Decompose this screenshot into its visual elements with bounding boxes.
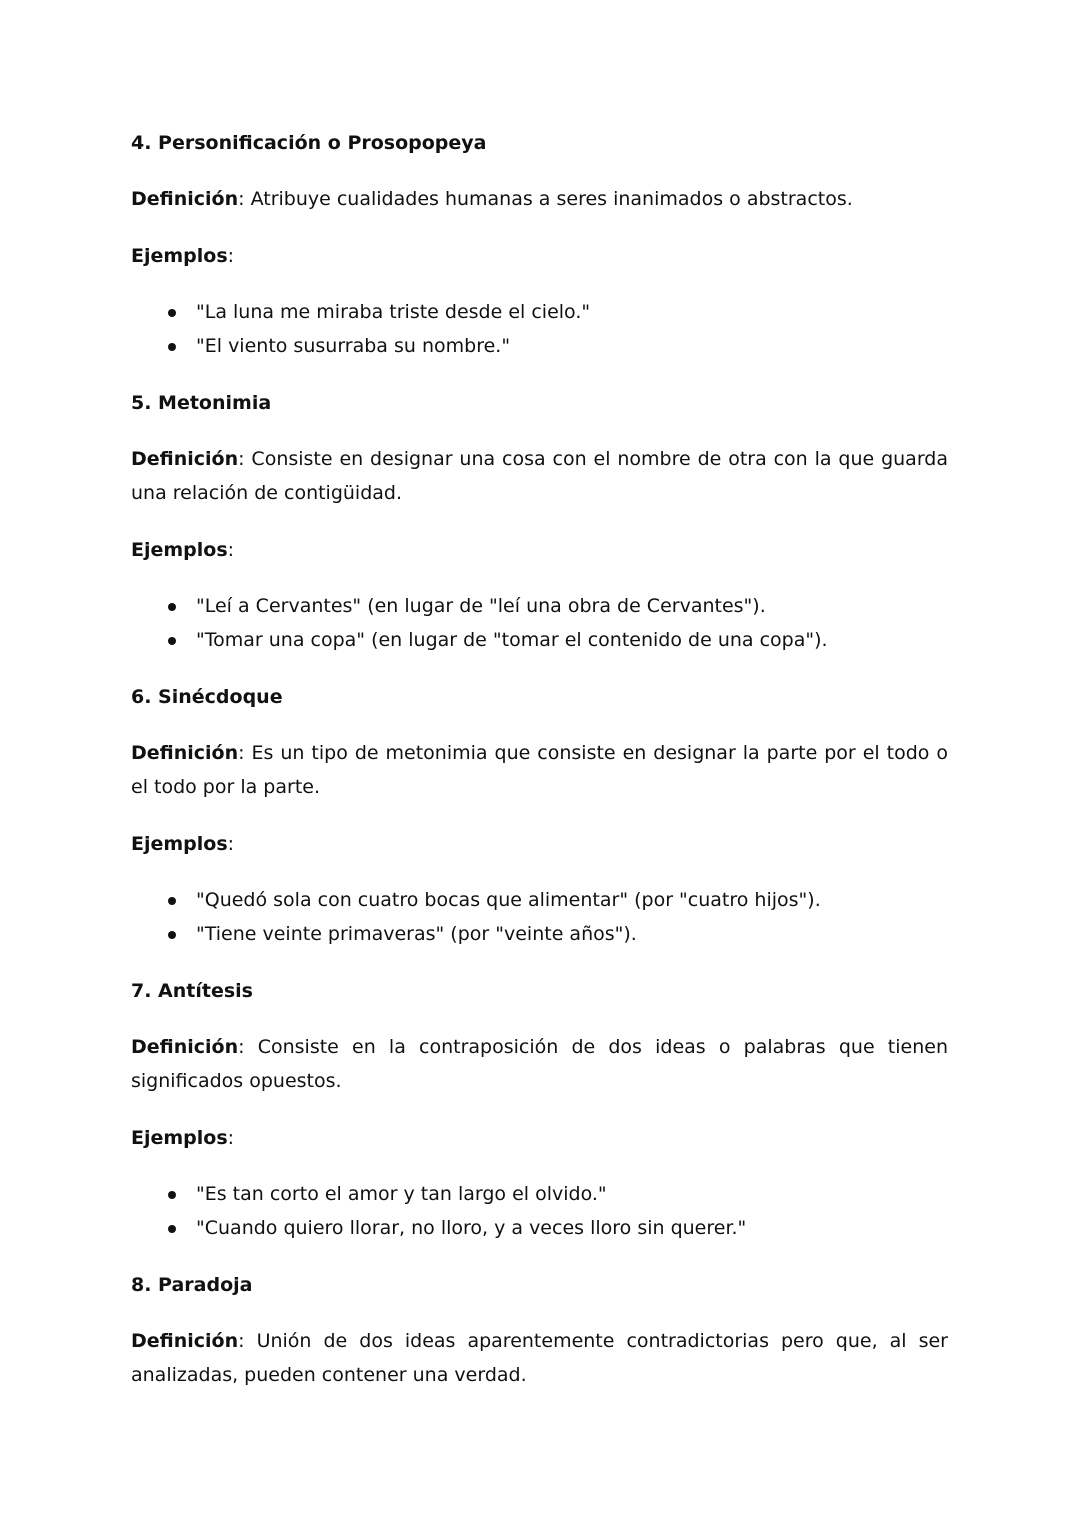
definition-label: Definición: [131, 188, 239, 210]
examples-list: [131, 1177, 948, 1246]
definition-text: : Atribuye cualidades humanas a seres inanimados o abstractos.: [238, 188, 853, 210]
example-text: "Leí a Cervantes" (en lugar de "leí una obra de Cervantes").: [196, 594, 766, 617]
examples-list: [131, 295, 948, 364]
section-sinecdoque: [131, 680, 948, 952]
list-item: [131, 1177, 948, 1212]
definition-paragraph: [131, 736, 948, 805]
list-item: [131, 1211, 948, 1246]
examples-label: Ejemplos: [131, 1126, 228, 1149]
definition-paragraph: [131, 1030, 948, 1099]
examples-heading: [131, 533, 948, 567]
section-personificacion: [131, 126, 948, 364]
definition-paragraph: [131, 442, 948, 511]
definition-label: Definición: [131, 1329, 239, 1352]
bullet-icon: [168, 897, 176, 905]
section-paradoja: [131, 1268, 948, 1393]
examples-label: Ejemplos: [131, 538, 228, 561]
examples-colon: :: [227, 1126, 235, 1149]
example-text: "Es tan corto el amor y tan largo el olvido.": [196, 1182, 607, 1205]
example-text: "Tomar una copa" (en lugar de "tomar el contenido de una copa").: [196, 629, 828, 651]
list-item: [131, 589, 948, 624]
list-item: [131, 329, 948, 364]
bullet-icon: [168, 309, 176, 317]
section-antitesis: [131, 974, 948, 1246]
definition-label: Definición: [131, 447, 239, 470]
examples-list: [131, 589, 948, 658]
section-heading: 6. Sinécdoque: [131, 685, 283, 708]
example-text: "El viento susurraba su nombre.": [196, 335, 511, 357]
definition-text: : Es un tipo de metonimia que consiste en designar la parte por el todo o el todo por la parte.: [131, 741, 948, 798]
examples-label: Ejemplos: [131, 832, 228, 855]
bullet-icon: [168, 931, 176, 939]
example-text: "Tiene veinte primaveras" (por "veinte años").: [196, 923, 637, 945]
section-heading: 8. Paradoja: [131, 1273, 253, 1296]
list-item: [131, 295, 948, 330]
definition-text: : Consiste en la contraposición de dos ideas o palabras que tienen significados opuestos.: [131, 1035, 948, 1092]
bullet-icon: [168, 343, 176, 351]
example-text: "Cuando quiero llorar, no lloro, y a veces lloro sin querer.": [196, 1217, 747, 1239]
example-text: "La luna me miraba triste desde el cielo.": [196, 300, 591, 323]
list-item: [131, 623, 948, 658]
examples-label: Ejemplos: [131, 244, 228, 267]
definition-paragraph: [131, 182, 948, 217]
section-heading: 7. Antítesis: [131, 979, 253, 1002]
list-item: [131, 883, 948, 918]
example-text: "Quedó sola con cuatro bocas que alimentar" (por "cuatro hijos").: [196, 888, 821, 911]
definition-text: : Unión de dos ideas aparentemente contradictorias pero que, al ser analizadas, pueden contener una verdad.: [131, 1329, 948, 1386]
section-metonimia: [131, 386, 948, 658]
section-heading: 5. Metonimia: [131, 391, 272, 414]
bullet-icon: [168, 1191, 176, 1199]
bullet-icon: [168, 603, 176, 611]
section-heading: 4. Personificación o Prosopopeya: [131, 132, 487, 154]
examples-heading: [131, 827, 948, 861]
bullet-icon: [168, 1225, 176, 1233]
list-item: [131, 917, 948, 952]
examples-colon: :: [227, 538, 235, 561]
examples-colon: :: [227, 244, 235, 267]
definition-paragraph: [131, 1324, 948, 1393]
definition-label: Definición: [131, 1035, 239, 1058]
examples-heading: [131, 1121, 948, 1155]
bullet-icon: [168, 637, 176, 645]
definition-text: : Consiste en designar una cosa con el nombre de otra con la que guarda una relación de contigüidad.: [131, 447, 948, 504]
examples-list: [131, 883, 948, 952]
examples-colon: :: [227, 832, 235, 855]
examples-heading: [131, 239, 948, 273]
definition-label: Definición: [131, 741, 239, 764]
document-page: [131, 126, 948, 1415]
